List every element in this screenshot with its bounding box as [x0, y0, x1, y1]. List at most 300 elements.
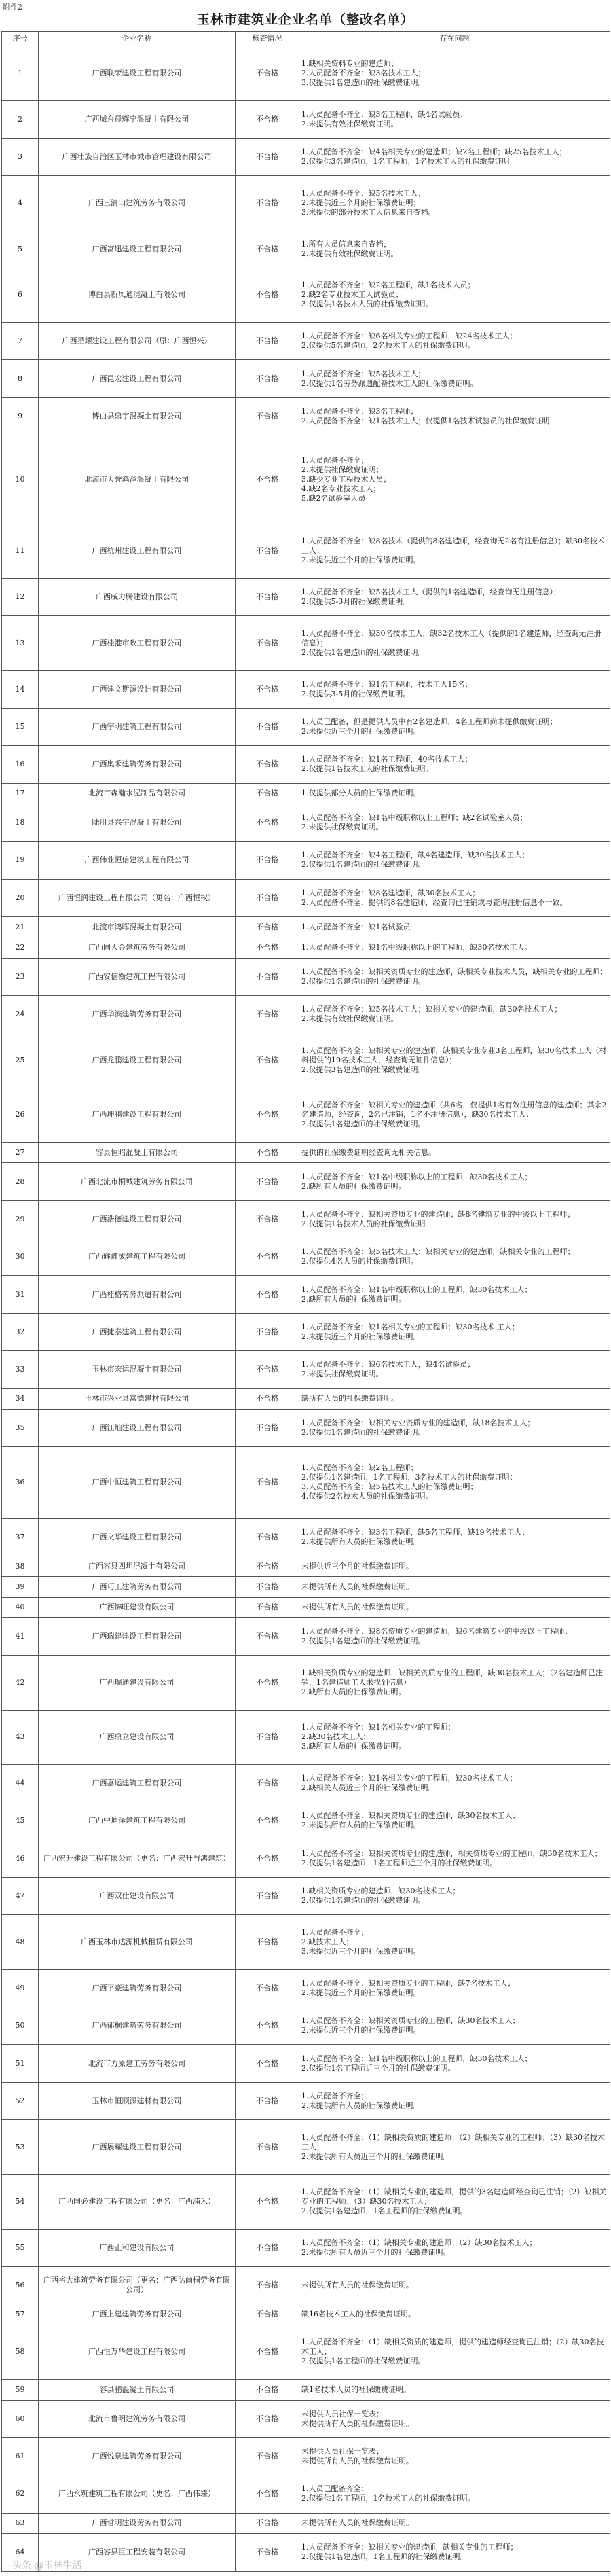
- table-row: [2, 1877, 610, 1914]
- issue-line: 3.仅提供1名建造师的社保缴费证明。: [301, 77, 426, 87]
- table-row: [2, 1238, 610, 1276]
- company-name: 广西永筑建筑工程有限公司（更名：广西伟臻）: [39, 2475, 236, 2513]
- company-name: 广西坤鹏建设工程有限公司: [39, 1088, 236, 1142]
- issue-cell: [299, 916, 610, 937]
- issue-line: 4.仅提供2名技术人员的社保缴费证明。: [301, 1492, 433, 1501]
- issue-line: 2.仅提供1名建造师的社保缴费证明。: [301, 1120, 426, 1129]
- row-number: 49: [2, 1969, 39, 2007]
- document-title: 玉林市建筑业企业名单（整改名单）: [196, 12, 414, 27]
- row-number: 19: [2, 842, 39, 879]
- issue-cell: [299, 2380, 610, 2400]
- company-name: 广西建文斯源设计有限公司: [39, 670, 236, 708]
- issue-cell: [299, 46, 610, 101]
- issue-line: 1.缺相关资质专业的建造师，缺30名技术工人；: [301, 1886, 460, 1896]
- company-name: 广西恒润建设工程有限公司（更名：广西恒权）: [39, 879, 236, 916]
- row-number: 36: [2, 1447, 39, 1518]
- issue-line: 2.人员配备不齐全：提供的8名建造师，经查询已注销或与查询注册信息不一致。: [301, 897, 568, 907]
- issue-line: 3.缺少专业工程技术人员；: [301, 474, 391, 484]
- issue-line: 1.人员配备不齐全：缺相关专业的建造师，缺相关专业的工程师；: [301, 2543, 518, 2552]
- check-status: 不合格: [236, 1915, 299, 1969]
- table-row: [2, 1033, 610, 1088]
- issue-cell: [299, 842, 610, 879]
- issue-line: 1.人员配备不齐全：缺1名中级职称以上的工程师，缺30名技术工人。: [301, 942, 532, 952]
- issue-line: 2.缺技术工人；: [301, 1937, 354, 1946]
- company-name: 广西安信衡建筑工程有限公司: [39, 958, 236, 995]
- issue-cell: [299, 1597, 610, 1617]
- issue-line: 1.仅提供部分人员的社保缴费证明。: [301, 789, 421, 798]
- table-row: [2, 2267, 610, 2304]
- row-number: 39: [2, 1577, 39, 1597]
- issue-line: 2.仅提供1名建造师的社保缴费证明。: [301, 1427, 426, 1437]
- issue-line: 未提供所有人员的社保缴费证明。: [301, 2280, 413, 2290]
- issue-cell: [299, 1518, 610, 1556]
- issue-cell: [299, 996, 610, 1033]
- issue-line: 2.仅提供3名建造师，1名工程师，1名技术工人的社保缴费证明: [301, 156, 510, 166]
- company-name: 广西国必建设工程有限公司（更名：广西浦禾）: [39, 2175, 236, 2229]
- check-status: 不合格: [236, 1840, 299, 1877]
- issue-line: 1.人员配备不齐全：缺1名中级职称以上的工程师，缺30名技术工人；: [301, 2054, 532, 2063]
- company-name: 广西北流市桐城建筑劳务有限公司: [39, 1163, 236, 1200]
- issue-line: 未提供近三个月的社保缴费证明。: [301, 1561, 413, 1571]
- company-name: 容县鹏混凝土有限公司: [39, 2380, 236, 2400]
- issue-cell: [299, 397, 610, 435]
- row-number: 37: [2, 1518, 39, 1556]
- table-row: [2, 996, 610, 1033]
- row-number: 56: [2, 2267, 39, 2304]
- issue-cell: [299, 2475, 610, 2513]
- issue-line: 2.缺所有人员的社保缴费证明。: [301, 1181, 406, 1191]
- issue-line: 1.人员配备不齐全：缺3名工程师；: [301, 406, 418, 416]
- issue-line: 5.缺2名试验室人员: [301, 493, 366, 503]
- check-status: 不合格: [236, 268, 299, 322]
- issue-line: 未提供所有人员的社保缴费证明。: [301, 2456, 413, 2466]
- issue-line: 4.缺2名专业技术工人；: [301, 484, 381, 493]
- row-number: 18: [2, 804, 39, 841]
- table-row: [2, 1088, 610, 1142]
- table-row: [2, 2475, 610, 2513]
- check-status: 不合格: [236, 2175, 299, 2229]
- check-status: 不合格: [236, 804, 299, 841]
- issue-line: 1.人员配备不齐全：缺5名技术工人；缺相关专业的建造师，缺30名技术工人；: [301, 1005, 562, 1014]
- check-status: 不合格: [236, 360, 299, 397]
- check-status: 不合格: [236, 230, 299, 268]
- issue-line: 1.人员配备不齐全：缺1名试验员: [301, 922, 411, 931]
- issue-line: 缺16名技术工人的社保缴费证明。: [301, 2310, 415, 2319]
- table-row: [2, 101, 610, 138]
- issue-line: 3.未提供近三个月的社保缴费证明。: [301, 1947, 421, 1956]
- issue-cell: [299, 101, 610, 138]
- table-row: [2, 138, 610, 175]
- issue-line: 2.缺30名技术工人；: [301, 1732, 371, 1742]
- table-body: [2, 46, 610, 2572]
- company-name: 广西江灿建设工程有限公司: [39, 1409, 236, 1446]
- company-name: 容县恒昭混凝土有限公司: [39, 1143, 236, 1163]
- issue-line: 1.人员配备不齐全：缺1名工程师，40名技术工人；: [301, 755, 473, 764]
- table-row: [2, 1200, 610, 1238]
- company-name: 北流市大誉鸿泽混凝土有限公司: [39, 435, 236, 524]
- issue-line: 1.人员配备不齐全：缺相关资质专业的建造师，相关资质专业的工程师，缺30名技术工人；: [301, 1848, 602, 1858]
- table-row: [2, 746, 610, 783]
- check-status: 不合格: [236, 1764, 299, 1802]
- row-number: 54: [2, 2175, 39, 2229]
- table-row: [2, 1389, 610, 1409]
- check-status: 不合格: [236, 2082, 299, 2119]
- check-status: 不合格: [236, 2120, 299, 2175]
- check-status: 不合格: [236, 1802, 299, 1840]
- table-row: [2, 524, 610, 578]
- check-status: 不合格: [236, 323, 299, 360]
- table-row: [2, 1313, 610, 1350]
- issue-cell: [299, 435, 610, 524]
- company-name: 广西杭州建设工程有限公司: [39, 524, 236, 578]
- table-row: [2, 1710, 610, 1764]
- table-row: [2, 804, 610, 841]
- issue-line: 2.未提供所有人员近三个月的社保缴费证明。: [301, 2247, 451, 2257]
- table-row: [2, 2045, 610, 2082]
- issue-line: 2.仅提供3-5月的社保缴费证明。: [301, 689, 411, 698]
- check-status: 不合格: [236, 996, 299, 1033]
- check-status: 不合格: [236, 616, 299, 670]
- issue-cell: [299, 670, 610, 708]
- row-number: 58: [2, 2325, 39, 2379]
- issue-line: 2.未提供所有人员的社保缴费证明。: [301, 2100, 421, 2110]
- row-number: 45: [2, 1802, 39, 1840]
- company-name: 广西桂港市政工程有限公司: [39, 616, 236, 670]
- issue-cell: [299, 2304, 610, 2325]
- issue-line: 1.人员配备不齐全：缺相关资质专业的建造师，缺相关专业技术人员，缺相关专业的工程师；: [301, 967, 608, 976]
- issue-line: 2.仅提供1名技术人员的社保缴费证明: [301, 1219, 426, 1228]
- table-row: [2, 1577, 610, 1597]
- row-number: 24: [2, 996, 39, 1033]
- company-name: 北流市森瀚水泥制品有限公司: [39, 783, 236, 804]
- company-name: 广西星耀建设工程有限公司（原：广西恒兴）: [39, 323, 236, 360]
- issue-line: 2.未提供近三个月的社保缴费证明。: [301, 727, 421, 736]
- issue-line: 1.人员配备不齐全；: [301, 455, 369, 465]
- check-status: 不合格: [236, 1033, 299, 1088]
- check-status: 不合格: [236, 1710, 299, 1764]
- issue-cell: [299, 2437, 610, 2475]
- company-name: 广西同大金建筑劳务有限公司: [39, 937, 236, 958]
- issue-cell: [299, 1276, 610, 1313]
- issue-cell: [299, 524, 610, 578]
- check-status: 不合格: [236, 2380, 299, 2400]
- issue-line: 未提供所有人员的社保缴费证明。: [301, 2418, 413, 2428]
- issue-cell: [299, 1447, 610, 1518]
- issue-line: 2.缺所有人员的社保缴费证明。: [301, 1294, 406, 1304]
- issue-cell: [299, 708, 610, 745]
- row-number: 4: [2, 176, 39, 230]
- issue-cell: [299, 176, 610, 230]
- issue-cell: [299, 958, 610, 995]
- table-row: [2, 1597, 610, 1617]
- issue-cell: [299, 1313, 610, 1350]
- issue-cell: [299, 1556, 610, 1576]
- check-status: 不合格: [236, 1409, 299, 1446]
- issue-cell: [299, 1351, 610, 1389]
- issue-cell: [299, 1969, 610, 2007]
- row-number: 31: [2, 1276, 39, 1313]
- table-row: [2, 916, 610, 937]
- issue-cell: [299, 2400, 610, 2437]
- row-number: 22: [2, 937, 39, 958]
- row-number: 2: [2, 101, 39, 138]
- issue-line: 3.人员配备不齐全：缺5名技术工人的社保缴费证明；: [301, 1482, 478, 1492]
- table-row: [2, 1518, 610, 1556]
- header-no: 序号: [2, 32, 39, 46]
- issue-cell: [299, 268, 610, 322]
- company-name: 广西展耀建设工程有限公司: [39, 2120, 236, 2175]
- check-status: 不合格: [236, 1143, 299, 1163]
- row-number: 30: [2, 1238, 39, 1276]
- table-header-row: [2, 32, 610, 46]
- company-name: 北流市鲁明建筑劳务有限公司: [39, 2400, 236, 2437]
- issue-line: 未提供所有人员的社保缴费证明。: [301, 1581, 413, 1591]
- company-name: 广西哲明建设劳务有限公司: [39, 2513, 236, 2533]
- issue-line: 2.未提供社保缴费证明。: [301, 1370, 384, 1379]
- issue-line: 1.人员配备不齐全：缺3名工程师，缺4名试验员；: [301, 109, 468, 119]
- company-name: 广西瑞通建设有限公司: [39, 1656, 236, 1710]
- row-number: 14: [2, 670, 39, 708]
- company-name: 广西恒万华建设工程有限公司: [39, 2325, 236, 2379]
- table-row: [2, 937, 610, 958]
- check-status: 不合格: [236, 2475, 299, 2513]
- row-number: 5: [2, 230, 39, 268]
- row-number: 53: [2, 2120, 39, 2175]
- issue-line: 3.缺所有人员的社保缴费证明。: [301, 1742, 406, 1751]
- issue-line: 2.未提供社保缴费证明；: [301, 465, 384, 474]
- table-row: [2, 670, 610, 708]
- issue-line: 未提供所有人员的社保缴费证明。: [301, 1603, 413, 1612]
- table-row: [2, 1617, 610, 1655]
- issue-cell: [299, 1840, 610, 1877]
- check-status: 不合格: [236, 1163, 299, 1200]
- row-number: 28: [2, 1163, 39, 1200]
- check-status: 不合格: [236, 138, 299, 175]
- issue-cell: [299, 1143, 610, 1163]
- row-number: 21: [2, 916, 39, 937]
- row-number: 26: [2, 1088, 39, 1142]
- table-row: [2, 46, 610, 101]
- issue-line: 1.人员配备不齐全：缺8名技术（提供的8名建造师，经查询无2名有注册信息）；缺30名技术工人；: [301, 537, 605, 556]
- table-row: [2, 708, 610, 745]
- company-name: 广西嘉运建筑工程有限公司: [39, 1764, 236, 1802]
- table-row: [2, 1351, 610, 1389]
- issue-line: 1.人员配备不齐全：缺4名相关专业的建造师；缺2名工程师；缺25名技术工人；: [301, 147, 567, 156]
- issue-cell: [299, 1033, 610, 1088]
- issue-line: 2.缺2名专业技术工人试验员；: [301, 290, 403, 300]
- issue-line: 1.人员配备不齐全：缺相关资质专业的建造师；缺8名建筑专业的中级以上工程师；: [301, 1209, 575, 1219]
- check-status: 不合格: [236, 2267, 299, 2304]
- issue-cell: [299, 2007, 610, 2045]
- table-row: [2, 1969, 610, 2007]
- table-row: [2, 230, 610, 268]
- row-number: 64: [2, 2533, 39, 2571]
- issue-cell: [299, 1409, 610, 1446]
- check-status: 不合格: [236, 670, 299, 708]
- issue-line: 2.未提供所有人员的社保缴费证明。: [301, 1821, 421, 1830]
- row-number: 63: [2, 2513, 39, 2533]
- issue-line: 1.人员配备不齐全：缺6名相关专业的工程师，缺24名技术工人；: [301, 332, 517, 341]
- check-status: 不合格: [236, 1088, 299, 1142]
- issue-line: 1.人员配备不齐全：缺2名工程师，缺1名技术人员；: [301, 281, 475, 290]
- company-name: 广西壮族自治区玉林市城市管理建设有限公司: [39, 138, 236, 175]
- check-status: 不合格: [236, 1597, 299, 1617]
- company-name: 广西昆宏建设工程有限公司: [39, 360, 236, 397]
- company-name: 广西辉鑫成建筑工程有限公司: [39, 1238, 236, 1276]
- issue-cell: [299, 937, 610, 958]
- issue-line: 2.未提供有效社保缴费证明。: [301, 1014, 399, 1024]
- issue-cell: [299, 1238, 610, 1276]
- company-name: 广西威力腾建设有限公司: [39, 578, 236, 615]
- row-number: 9: [2, 397, 39, 435]
- issue-line: 2.仅提供3名建造师的社保缴费证明。: [301, 1065, 426, 1075]
- table-row: [2, 2082, 610, 2119]
- check-status: 不合格: [236, 1276, 299, 1313]
- company-name: 北流市鸿晖混凝土有限公司: [39, 916, 236, 937]
- check-status: 不合格: [236, 1200, 299, 1238]
- issue-line: 1.人员配备不齐全：缺5名技术工人；: [301, 188, 426, 198]
- issue-line: 2.仅提供5名建造师，2名技术工人的社保缴费证明。: [301, 341, 475, 351]
- issue-line: 2.仅提供1名建造师的社保缴费证明。: [301, 860, 426, 870]
- row-number: 41: [2, 1617, 39, 1655]
- check-status: 不合格: [236, 2533, 299, 2571]
- row-number: 1: [2, 46, 39, 101]
- row-number: 12: [2, 578, 39, 615]
- check-status: 不合格: [236, 176, 299, 230]
- issue-line: 1.人员配备不齐全：缺1名相关专业的工程师；缺30名技术 工人；: [301, 1322, 519, 1331]
- row-number: 23: [2, 958, 39, 995]
- check-status: 不合格: [236, 2229, 299, 2266]
- issue-line: 1.人员配备不齐全：缺1名相关专业的工程师；: [301, 1723, 456, 1732]
- issue-line: 2.仅提供1名建造师，1名工程师的社保缴费证明。: [301, 2552, 468, 2562]
- issue-line: 2.仅提供1名工程师的社保缴费证明。: [301, 2357, 426, 2366]
- issue-line: 2.仅提供1名建造师的社保缴费证明。: [301, 1896, 426, 1906]
- issue-line: 2.仅提供1名建造师的社保缴费证明。: [301, 976, 426, 986]
- issue-cell: [299, 360, 610, 397]
- check-status: 不合格: [236, 1389, 299, 1409]
- issue-cell: [299, 879, 610, 916]
- company-name: 博白县鼎宇混凝土有限公司: [39, 397, 236, 435]
- table-row: [2, 1447, 610, 1518]
- check-status: 不合格: [236, 1238, 299, 1276]
- row-number: 7: [2, 323, 39, 360]
- issue-line: 1.人员配备不齐全：缺1名工程师，技术工人15名；: [301, 679, 473, 689]
- table-row: [2, 1656, 610, 1710]
- issue-line: 3.仅提供1名技术人员的社保缴费证明。: [301, 300, 433, 309]
- issue-cell: [299, 1877, 610, 1914]
- company-name: 广西宇明建筑工程有限公司: [39, 708, 236, 745]
- row-number: 32: [2, 1313, 39, 1350]
- issue-line: 2.人员配备不齐全：缺1名技术工人；仅提供1名技术试验员的社保缴费证明: [301, 416, 550, 425]
- row-number: 60: [2, 2400, 39, 2437]
- issue-line: 2.仅提供1名技术工人的社保缴费证明。: [301, 764, 433, 774]
- check-status: 不合格: [236, 2513, 299, 2533]
- issue-line: 2.未提供近三个月的社保缴费证明。: [301, 556, 421, 565]
- issue-cell: [299, 1710, 610, 1764]
- issue-line: 2.未提供近三个月的社保缴费证明。: [301, 1988, 421, 1997]
- issue-cell: [299, 2325, 610, 2379]
- company-name: 广西平豪建筑劳务有限公司: [39, 1969, 236, 2007]
- check-status: 不合格: [236, 2400, 299, 2437]
- issue-line: 缺所有人员的社保缴费证明。: [301, 1394, 399, 1403]
- company-name: 广西锦旺建设有限公司: [39, 1597, 236, 1617]
- check-status: 不合格: [236, 842, 299, 879]
- issue-line: 1.人员配备不齐全：缺5名技术工人；缺相关专业的建造师，缺相关专业的工程师；: [301, 1247, 575, 1257]
- header-status: 核查情况: [236, 32, 299, 46]
- check-status: 不合格: [236, 879, 299, 916]
- row-number: 47: [2, 1877, 39, 1914]
- issue-line: 2.缺所有人员的社保缴费证明。: [301, 1687, 406, 1696]
- check-status: 不合格: [236, 958, 299, 995]
- company-name: 广西文华建设工程有限公司: [39, 1518, 236, 1556]
- issue-cell: [299, 2175, 610, 2229]
- issue-line: 1.人员已配备，但是提供人员中有2名建造师，4名工程师尚未提供缴费证明；: [301, 717, 557, 727]
- row-number: 11: [2, 524, 39, 578]
- company-name: 博白县新凤通混凝土有限公司: [39, 268, 236, 322]
- row-number: 57: [2, 2304, 39, 2325]
- issue-cell: [299, 1764, 610, 1802]
- issue-line: 1.人员配备不齐全：缺5名技术工人（提供的1名建造师，经查询无注册信息）；: [301, 588, 561, 597]
- company-name: 广西鼎立建设有限公司: [39, 1710, 236, 1764]
- check-status: 不合格: [236, 937, 299, 958]
- issue-cell: [299, 1163, 610, 1200]
- row-number: 59: [2, 2380, 39, 2400]
- issue-line: 2.未提供所有人员近三个月的社保缴费证明。: [301, 2151, 451, 2161]
- issue-line: 1.人员配备不齐全：缺3名工程师，缺5名工程师；缺19名技术工人；: [301, 1527, 530, 1537]
- table-row: [2, 323, 610, 360]
- issue-cell: [299, 804, 610, 841]
- issue-cell: [299, 1200, 610, 1238]
- row-number: 50: [2, 2007, 39, 2045]
- issue-cell: [299, 1802, 610, 1840]
- issue-line: 1.人员配备不齐全：缺6名技术工人，缺4名试验员；: [301, 1360, 475, 1370]
- issue-line: 2.仅提供1名工程师近三个月的社保缴费证明。: [301, 2063, 456, 2073]
- issue-line: 2.未提供有效社保缴费证明。: [301, 119, 399, 128]
- check-status: 不合格: [236, 1577, 299, 1597]
- company-name: 玉林市宏运混凝土有限公司: [39, 1351, 236, 1389]
- table-row: [2, 1764, 610, 1802]
- row-number: 16: [2, 746, 39, 783]
- header-company: 企业名称: [39, 32, 236, 46]
- issue-line: 1.人员配备不齐全：缺相关资质专业的建造师，缺30名技术工人；: [301, 1811, 520, 1821]
- issue-cell: [299, 230, 610, 268]
- issue-line: 3.未提供的部分技术工人信息来自查档。: [301, 207, 436, 217]
- company-name: 广西双仕建设有限公司: [39, 1877, 236, 1914]
- issue-cell: [299, 323, 610, 360]
- table-row: [2, 2175, 610, 2229]
- table-row: [2, 2229, 610, 2266]
- issue-cell: [299, 2533, 610, 2571]
- issue-cell: [299, 1915, 610, 1969]
- issue-cell: [299, 1088, 610, 1142]
- issue-line: 2.仅提供1名劳务派遣配备技术工人的社保缴费证明。: [301, 378, 478, 388]
- issue-line: 1.人员配备不齐全：缺相关资质专业的工程师，缺7名技术工人；: [301, 1978, 515, 1988]
- row-number: 40: [2, 1597, 39, 1617]
- row-number: 42: [2, 1656, 39, 1710]
- issue-line: 1.人员配备不齐全；: [301, 1928, 369, 1937]
- company-name: 广西三清山建筑劳务有限公司: [39, 176, 236, 230]
- table-row: [2, 879, 610, 916]
- table-row: [2, 176, 610, 230]
- issue-line: 1.人员配备不齐全：缺相关专业的建造师，缺相关专业专业3名工程师，缺30名技术工人（材料提供的10名技术工人，经查询无证件信息）；: [301, 1046, 607, 1065]
- company-name: 广西巧工建筑劳务有限公司: [39, 1577, 236, 1597]
- table-row: [2, 397, 610, 435]
- company-name: 广西联荣建设工程有限公司: [39, 46, 236, 101]
- issue-line: 2.未提供社保缴费证明。: [301, 823, 384, 832]
- issue-line: 2.未提供近三个月的社保缴费证明。: [301, 2026, 421, 2035]
- issue-line: 未提供所有人员的社保缴费证明。: [301, 2518, 413, 2528]
- table-row: [2, 2513, 610, 2533]
